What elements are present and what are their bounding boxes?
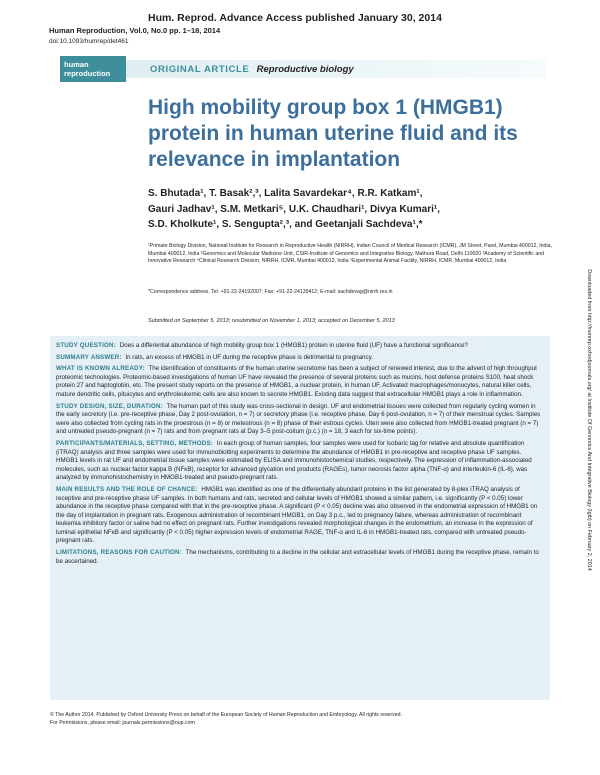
section-text: The identification of constituents of the human uterine secretome has been a subject of renewed interest, due to the advent of high throughput proteomic technologies. Proteomic-based investigations of human UF have revealed the presence of several proteins such as mucins, host defense proteins S100, heat shock protein 27 and haptoglobin, etc. The present study reports on the presence of HMGB1, a nuclear protein, in human UF. Activated macrophages/monocytes, natural killer cells, mature dendritic cells, pituicytes and erythroleukemic cells are also known to secrete HMGB1. Existing data suggest that extracellular HMGB1 plays a role in inflammation. [56, 365, 537, 398]
download-watermark: Downloaded from http://humrep.oxfordjournals.org/ at Institute Of Genomics And Integrative Biology (Igib) on February 2, 2014 [586, 269, 592, 571]
section-heading: PARTICIPANTS/MATERIALS, SETTING, METHODS: [56, 439, 214, 447]
affiliations: ¹Primate Biology Division, National Institute for Research in Reproductive Health (NIRRH), Indian Council of Medical Research (ICMR), JM Street, Parel, Mumbai 400012, India, Mumbai 400012, India ²Genomics and Molecular Medicine Unit, CSIR-Institute of Genomics and Integrative Biology, Mathura Road, Delhi 110020 ³Academy of Scientific and Innovative Research ⁴Clinical Research Division, NIRRH, ICMR, Mumbai 400012, India ⁵Experimental Animal Facility, NIRRH, ICMR, Mumbai 400012, India [148, 243, 552, 264]
section-text: HMGB1 was identified as one of the differentially abundant proteins in the list generated by 8-plex iTRAQ analysis of receptive and pre-receptive phase UF samples. In both humans and rats, secreted and cellular levels of HMGB1 showed a similar pattern, i.e. significantly (P < 0.05) lower abundance in the receptive phase compared with that in the pre-receptive phase. A significant (P < 0.05) decline was also observed in the endometrial expression of HMGB1 on the day of implantation in pregnant rats. Exogenous administration of recombinant HMGB1, on Day 3 p.c., led to pregnancy failure, whereas administration of recombinant leukemia inhibitory factor or saline had no effect on pregnant rats. Further investigations revealed morphological changes in the endometrium, an increase in the expression of luminal epithelial NFκB and significantly (P < 0.05) higher expression levels of endometrial RAGE, TNF-α and IL-6 in HMGB1-treated rats, compared with untreated pseudo-pregnant rats. [56, 485, 538, 545]
author-line: Gauri Jadhav¹, S.M. Metkari⁵, U.K. Chaudhari¹, Divya Kumari¹, [148, 203, 440, 215]
section-text: The mechanisms, contributing to a decline in the cellular and extracellular levels of HMGB1 during the receptive phase, remain to be ascertained. [56, 549, 539, 565]
copyright-notice: © The Author 2014. Published by Oxford University Press on behalf of the European Society of Human Reproduction and Embryology. All rights reserved. [50, 712, 402, 718]
article-type-label: ORIGINAL ARTICLE [150, 64, 250, 75]
section-heading: MAIN RESULTS AND THE ROLE OF CHANCE: [56, 485, 198, 493]
abstract-section [56, 354, 544, 363]
journal-citation: Human Reproduction, Vol.0, No.0 pp. 1–18, 2014 [49, 26, 221, 35]
abstract-section [56, 365, 544, 399]
abstract-section [56, 342, 544, 351]
article-type [150, 64, 354, 75]
advance-access-notice: Hum. Reprod. Advance Access published January 30, 2014 [148, 12, 442, 24]
permissions-notice: For Permissions, please email: journals.permissions@oup.com [50, 719, 195, 726]
page-footer [50, 712, 550, 727]
section-heading: STUDY QUESTION: [56, 342, 116, 349]
author-line: S.D. Kholkute¹, S. Sengupta²,³, and Geetanjali Sachdeva¹,* [148, 219, 423, 230]
section-heading: SUMMARY ANSWER: [56, 353, 122, 361]
logo-line-1: human [64, 60, 89, 69]
section-text: Does a differential abundance of high mobility group box 1 (HMGB1) protein in uterine fluid (UF) have a functional significance? [119, 342, 468, 349]
article-subject: Reproductive biology [256, 64, 354, 75]
journal-logo [60, 56, 126, 82]
paper-title: High mobility group box 1 (HMGB1) protein in human uterine fluid and its relevance in implantation [148, 96, 518, 171]
abstract-section [56, 440, 544, 483]
section-heading: WHAT IS KNOWN ALREADY: [56, 365, 145, 373]
author-line: S. Bhutada¹, T. Basak²,³, Lalita Savardekar⁴, R.R. Katkam¹, [148, 188, 423, 199]
section-text: The human part of this study was cross-sectional in design. UF and endometrial tissues were collected from regularly cycling women in the early secretory (i.e. pre-receptive phase, Day 2 post-ovulation, n = 7) or secretory phase (i.e. receptive phase, Day 6 post-ovulation, n = 7) of their menstrual cycles. Samples were also collected from cycling rats in the proestrous (n = 8) or metestrous (n = 8) phase of their estrous cycles. Uteri were also collected from HMGB1-treated pregnant (n = 7) and untreated pseudo-pregnant (n = 7) rats and from pregnant rats at Day 3–5 post-coitum (p.c.) (n = 18, 3 each for six-time points). [56, 402, 541, 436]
section-text: In rats, an excess of HMGB1 in UF during the receptive phase is detrimental to pregnancy. [125, 353, 373, 361]
correspondence: *Correspondence address. Tel: +91-22-24192007; Fax: +91-22-24139412; E-mail: sachdevag@nirrh.res.in [148, 289, 393, 295]
section-heading: STUDY DESIGN, SIZE, DURATION: [56, 402, 163, 410]
structured-abstract [50, 336, 550, 700]
abstract-section [56, 486, 544, 546]
abstract-section [56, 403, 544, 437]
doi-link[interactable]: doi:10.1093/humrep/det461 [49, 38, 129, 45]
abstract-section [56, 549, 544, 566]
section-heading: LIMITATIONS, REASONS FOR CAUTION: [56, 549, 182, 557]
section-text: In each group of human samples, four samples were used for isobaric tag for relative and absolute quantification (iTRAQ) analysis and three samples were used for immunoblotting experiments to determine the abundance of HMGB1 in pre-receptive and receptive phase UF samples. HMGB1 levels in rat UF and endometrial tissue samples were estimated by ELISA and immunohistochemical studies, respectively. The expression of inflammation-associated molecules, such as nuclear factor kappa B (NFκB), receptor for advanced glycation end products (RAGEs), tumor necrosis factor alpha (TNF-α) and interleukin-6 (IL-6), was analyzed by immunohistochemistry in HMGB1-treated and pseudo-pregnant rats. [56, 439, 532, 482]
submission-dates: Submitted on September 5, 2013; resubmitted on November 1, 2013; accepted on December 5, 2013 [148, 318, 395, 324]
author-list [148, 186, 558, 233]
logo-line-2: reproduction [64, 69, 111, 78]
